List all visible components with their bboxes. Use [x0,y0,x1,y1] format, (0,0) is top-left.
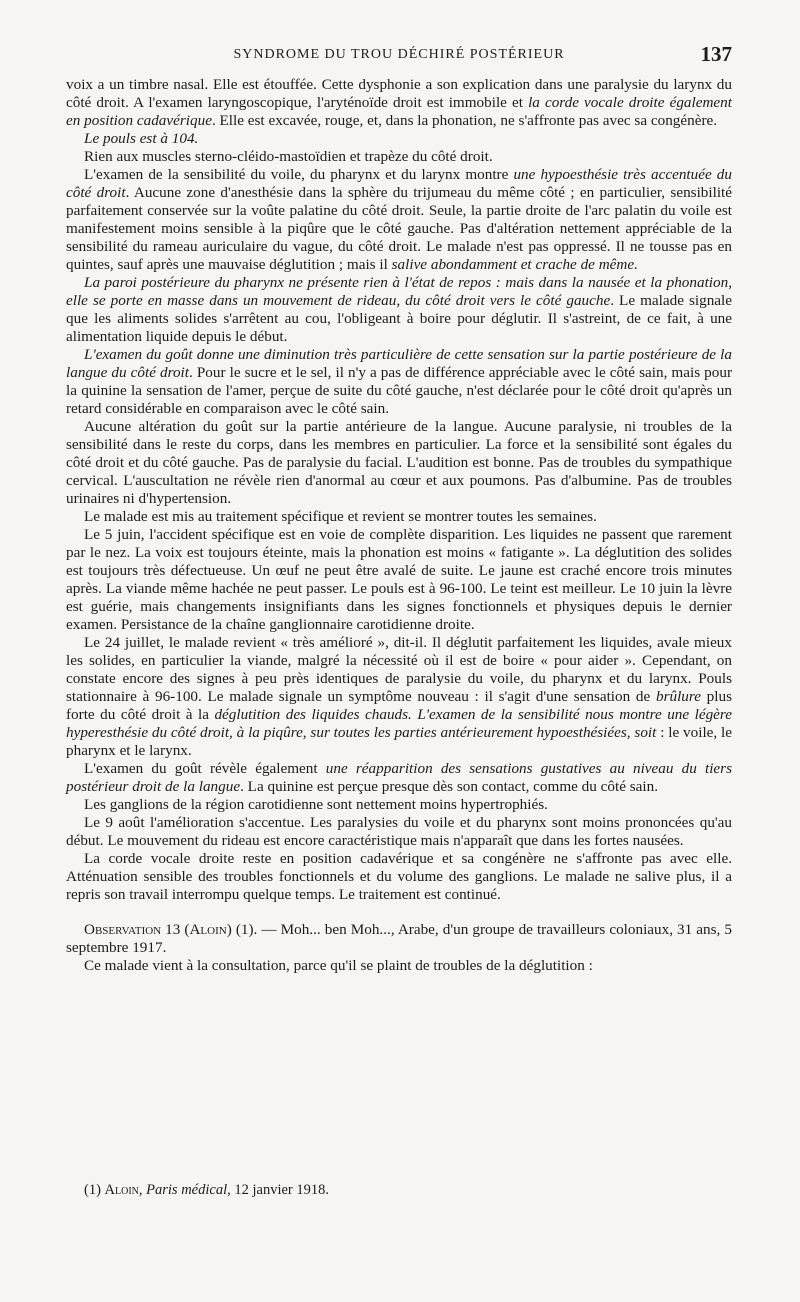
observation-label: Observation 13 (Aloin) (1). [84,921,258,938]
observation-heading: Observation 13 (Aloin) (1). — Moh... ben Moh..., Arabe, d'un groupe de travailleurs coloniaux, 31 ans, 5 septembre 1917. [66,921,732,956]
body-text [66,76,732,975]
footnote: (1) Aloin, Paris médical, 12 janvier 1918. [84,1182,329,1198]
paragraph: L'examen du goût révèle également une réapparition des sensations gustatives au niveau du tiers postérieur droit de la langue. La quinine est perçue presque dès son contact, comme du côté sain. [66,760,732,795]
paragraph: Le 5 juin, l'accident spécifique est en voie de complète disparition. Les liquides ne passent que rarement par le nez. La voix est toujours éteinte, mais la phonation est moins « fatigante ». La déglutition des solides est toujours très défectueuse. Un œuf ne peut être avalé de suite. Le jaune est craché encore trois minutes après. La viande même hachée ne peut passer. Le pouls est à 96-100. Le teint est meilleur. Le 10 juin la lèvre est guérie, mais changements insignifiants dans les signes fonctionnels et physiques depuis le dernier examen. Persistance de la chaîne ganglionnaire carotidienne droite. [66,526,732,633]
running-header [66,44,732,68]
paragraph: Le 24 juillet, le malade revient « très amélioré », dit-il. Il déglutit parfaitement les liquides, avale mieux les solides, en particulier la viande, malgré la nécessité où il est de boire « pour aider ». Cependant, on constate encore des signes à peu près identiques de paralysie du voile, du pharynx et du larynx. Pouls stationnaire à 96-100. Le malade signale un symptôme nouveau : il s'agit d'une sensation de brûlure plus forte du côté droit à la déglutition des liquides chauds. L'examen de la sensibilité nous montre une légère hyperesthésie du côté droit, à la piqûre, sur toutes les parties antérieurement hypoesthésiées, soit : le voile, le pharynx et le larynx. [66,634,732,759]
paragraph: L'examen de la sensibilité du voile, du pharynx et du larynx montre une hypoesthésie très accentuée du côté droit. Aucune zone d'anesthésie dans la sphère du trijumeau du même côté ; en particulier, sensibilité parfaitement conservée sur la voûte palatine du côté droit. Seule, la partie droite de l'arc palatin du voile est manifestement moins sensible à la piqûre que le côté gauche. Pas d'altération nettement appréciable de la sensibilité du rameau auriculaire du vague, du côté droit. Le malade n'est pas oppressé. Il ne tousse pas en quintes, sauf après une mauvaise déglutition ; mais il salive abondamment et crache de même. [66,166,733,273]
footnote-author: Aloin [104,1182,139,1198]
page-number: 137 [700,42,732,66]
running-title: SYNDROME DU TROU DÉCHIRÉ POSTÉRIEUR [233,47,565,62]
paragraph: voix a un timbre nasal. Elle est étouffée. Cette dysphonie a son explication dans une paralysie du larynx du côté droit. A l'examen laryngoscopique, l'aryténoïde droit est immobile et la corde vocale droite également en position cadavérique. Elle est excavée, rouge, et, dans la phonation, ne s'affronte pas avec sa congénère. [66,76,732,129]
paragraph: La corde vocale droite reste en position cadavérique et sa congénère ne s'affronte pas avec elle. Atténuation sensible des troubles fonctionnels et du volume des ganglions. Le malade ne salive plus, il a repris son travail interrompu quelque temps. Le traitement est continué. [66,850,732,903]
footnote-journal: Paris médical [146,1182,228,1198]
paragraph: Rien aux muscles sterno-cléido-mastoïdien et trapèze du côté droit. [84,148,493,165]
paragraph: Les ganglions de la région carotidienne sont nettement moins hypertrophiés. [84,796,548,813]
paragraph: Aucune altération du goût sur la partie antérieure de la langue. Aucune paralysie, ni troubles de la sensibilité dans le reste du corps, dans les membres en particulier. La force et la sensibilité sont égales du côté droit et du côté gauche. Pas de paralysie du facial. L'audition est bonne. Pas de troubles du sympathique cervical. L'auscultation ne révèle rien d'anormal au cœur et aux poumons. Pas d'albumine. Pas de troubles urinaires ni d'hypertension. [66,418,732,507]
paragraph: Le pouls est à 104. [84,130,199,147]
paragraph: Le malade est mis au traitement spécifique et revient se montrer toutes les semaines. [84,508,597,525]
paragraph: La paroi postérieure du pharynx ne présente rien à l'état de repos : mais dans la nausée et la phonation, elle se porte en masse dans un mouvement de rideau, du côté droit vers le côté gauche. Le malade signale que les aliments solides s'arrêtent au cou, l'obligeant à boire pour déglutir. Il s'astreint, de ce fait, à une alimentation liquide depuis le début. [66,274,732,345]
paragraph: L'examen du goût donne une diminution très particulière de cette sensation sur la partie postérieure de la langue du côté droit. Pour le sucre et le sel, il n'y a pas de différence appréciable avec le côté sain, mais pour la quinine la sensation de l'amer, perçue de suite du côté gauche, n'est déclarée pour le côté droit qu'après un retard considérable en comparaison avec le côté sain. [66,346,733,417]
paragraph: Le 9 août l'amélioration s'accentue. Les paralysies du voile et du pharynx sont moins prononcées qu'au début. Le mouvement du rideau est encore caractéristique mais n'apparaît que dans les fortes nausées. [66,814,732,849]
paragraph: Ce malade vient à la consultation, parce qu'il se plaint de troubles de la déglutition : [84,957,593,974]
